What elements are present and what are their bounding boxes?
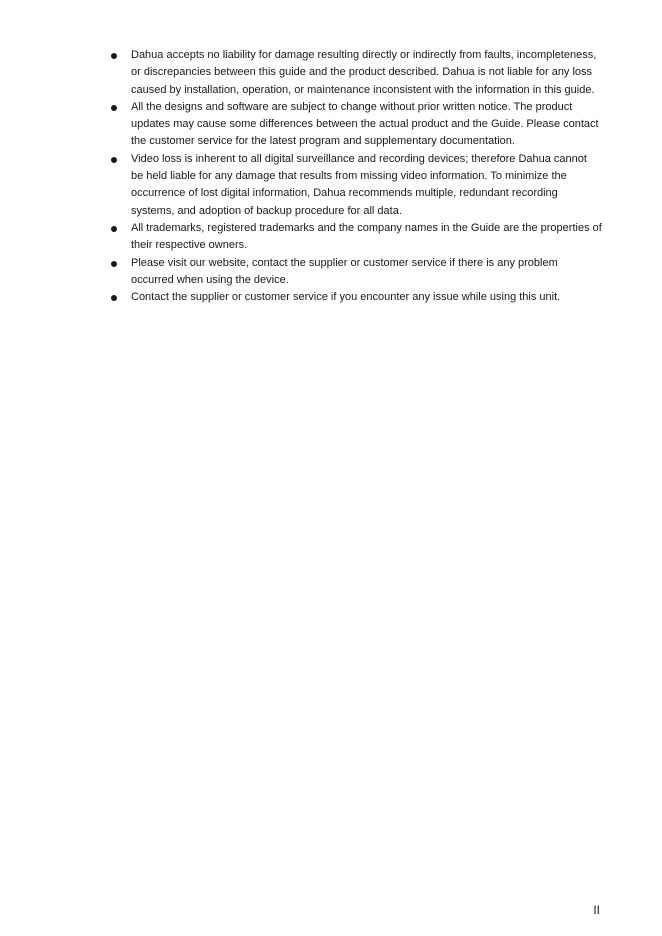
bullet-item-liability — [110, 47, 602, 99]
bullet-icon — [111, 105, 117, 111]
bullet-text: Dahua accepts no liability for damage resulting directly or indirectly from faults, incompleteness, or discrepancies between this guide and the product described. Dahua is not liable for any loss caused by installation, operation, or maintenance inconsistent with the information in this guide. — [131, 49, 597, 96]
bullet-text: All trademarks, registered trademarks and the company names in the Guide are the properties of their respective owners. — [131, 221, 602, 252]
bullet-icon — [111, 261, 117, 267]
bullet-text: Video loss is inherent to all digital surveillance and recording devices; therefore Dahua cannot be held liable for any damage that results from missing video information. To minimize the occurrence of lost digital information, Dahua recommends multiple, redundant recording systems, and adoption of backup procedure for all data. — [131, 152, 587, 217]
bullet-item-website — [110, 255, 602, 290]
bullet-item-design-changes — [110, 99, 602, 151]
bullet-icon — [111, 295, 117, 301]
bullet-item-video-loss — [110, 151, 602, 220]
bullet-text: All the designs and software are subject to change without prior written notice. The product updates may cause some differences between the actual product and the Guide. Please contact the customer service for the latest program and supplementary documentation. — [131, 100, 599, 148]
bullet-item-trademarks — [110, 220, 602, 255]
bullet-item-contact — [110, 289, 602, 306]
page-number: II — [593, 903, 600, 917]
bullet-icon — [111, 53, 117, 59]
bullet-text: Contact the supplier or customer service if you encounter any issue while using this unit. — [131, 291, 561, 304]
disclaimer-bullet-list — [110, 47, 602, 306]
bullet-icon — [111, 226, 117, 232]
bullet-icon — [111, 157, 117, 163]
bullet-text: Please visit our website, contact the supplier or customer service if there is any problem occurred when using the device. — [131, 256, 558, 286]
